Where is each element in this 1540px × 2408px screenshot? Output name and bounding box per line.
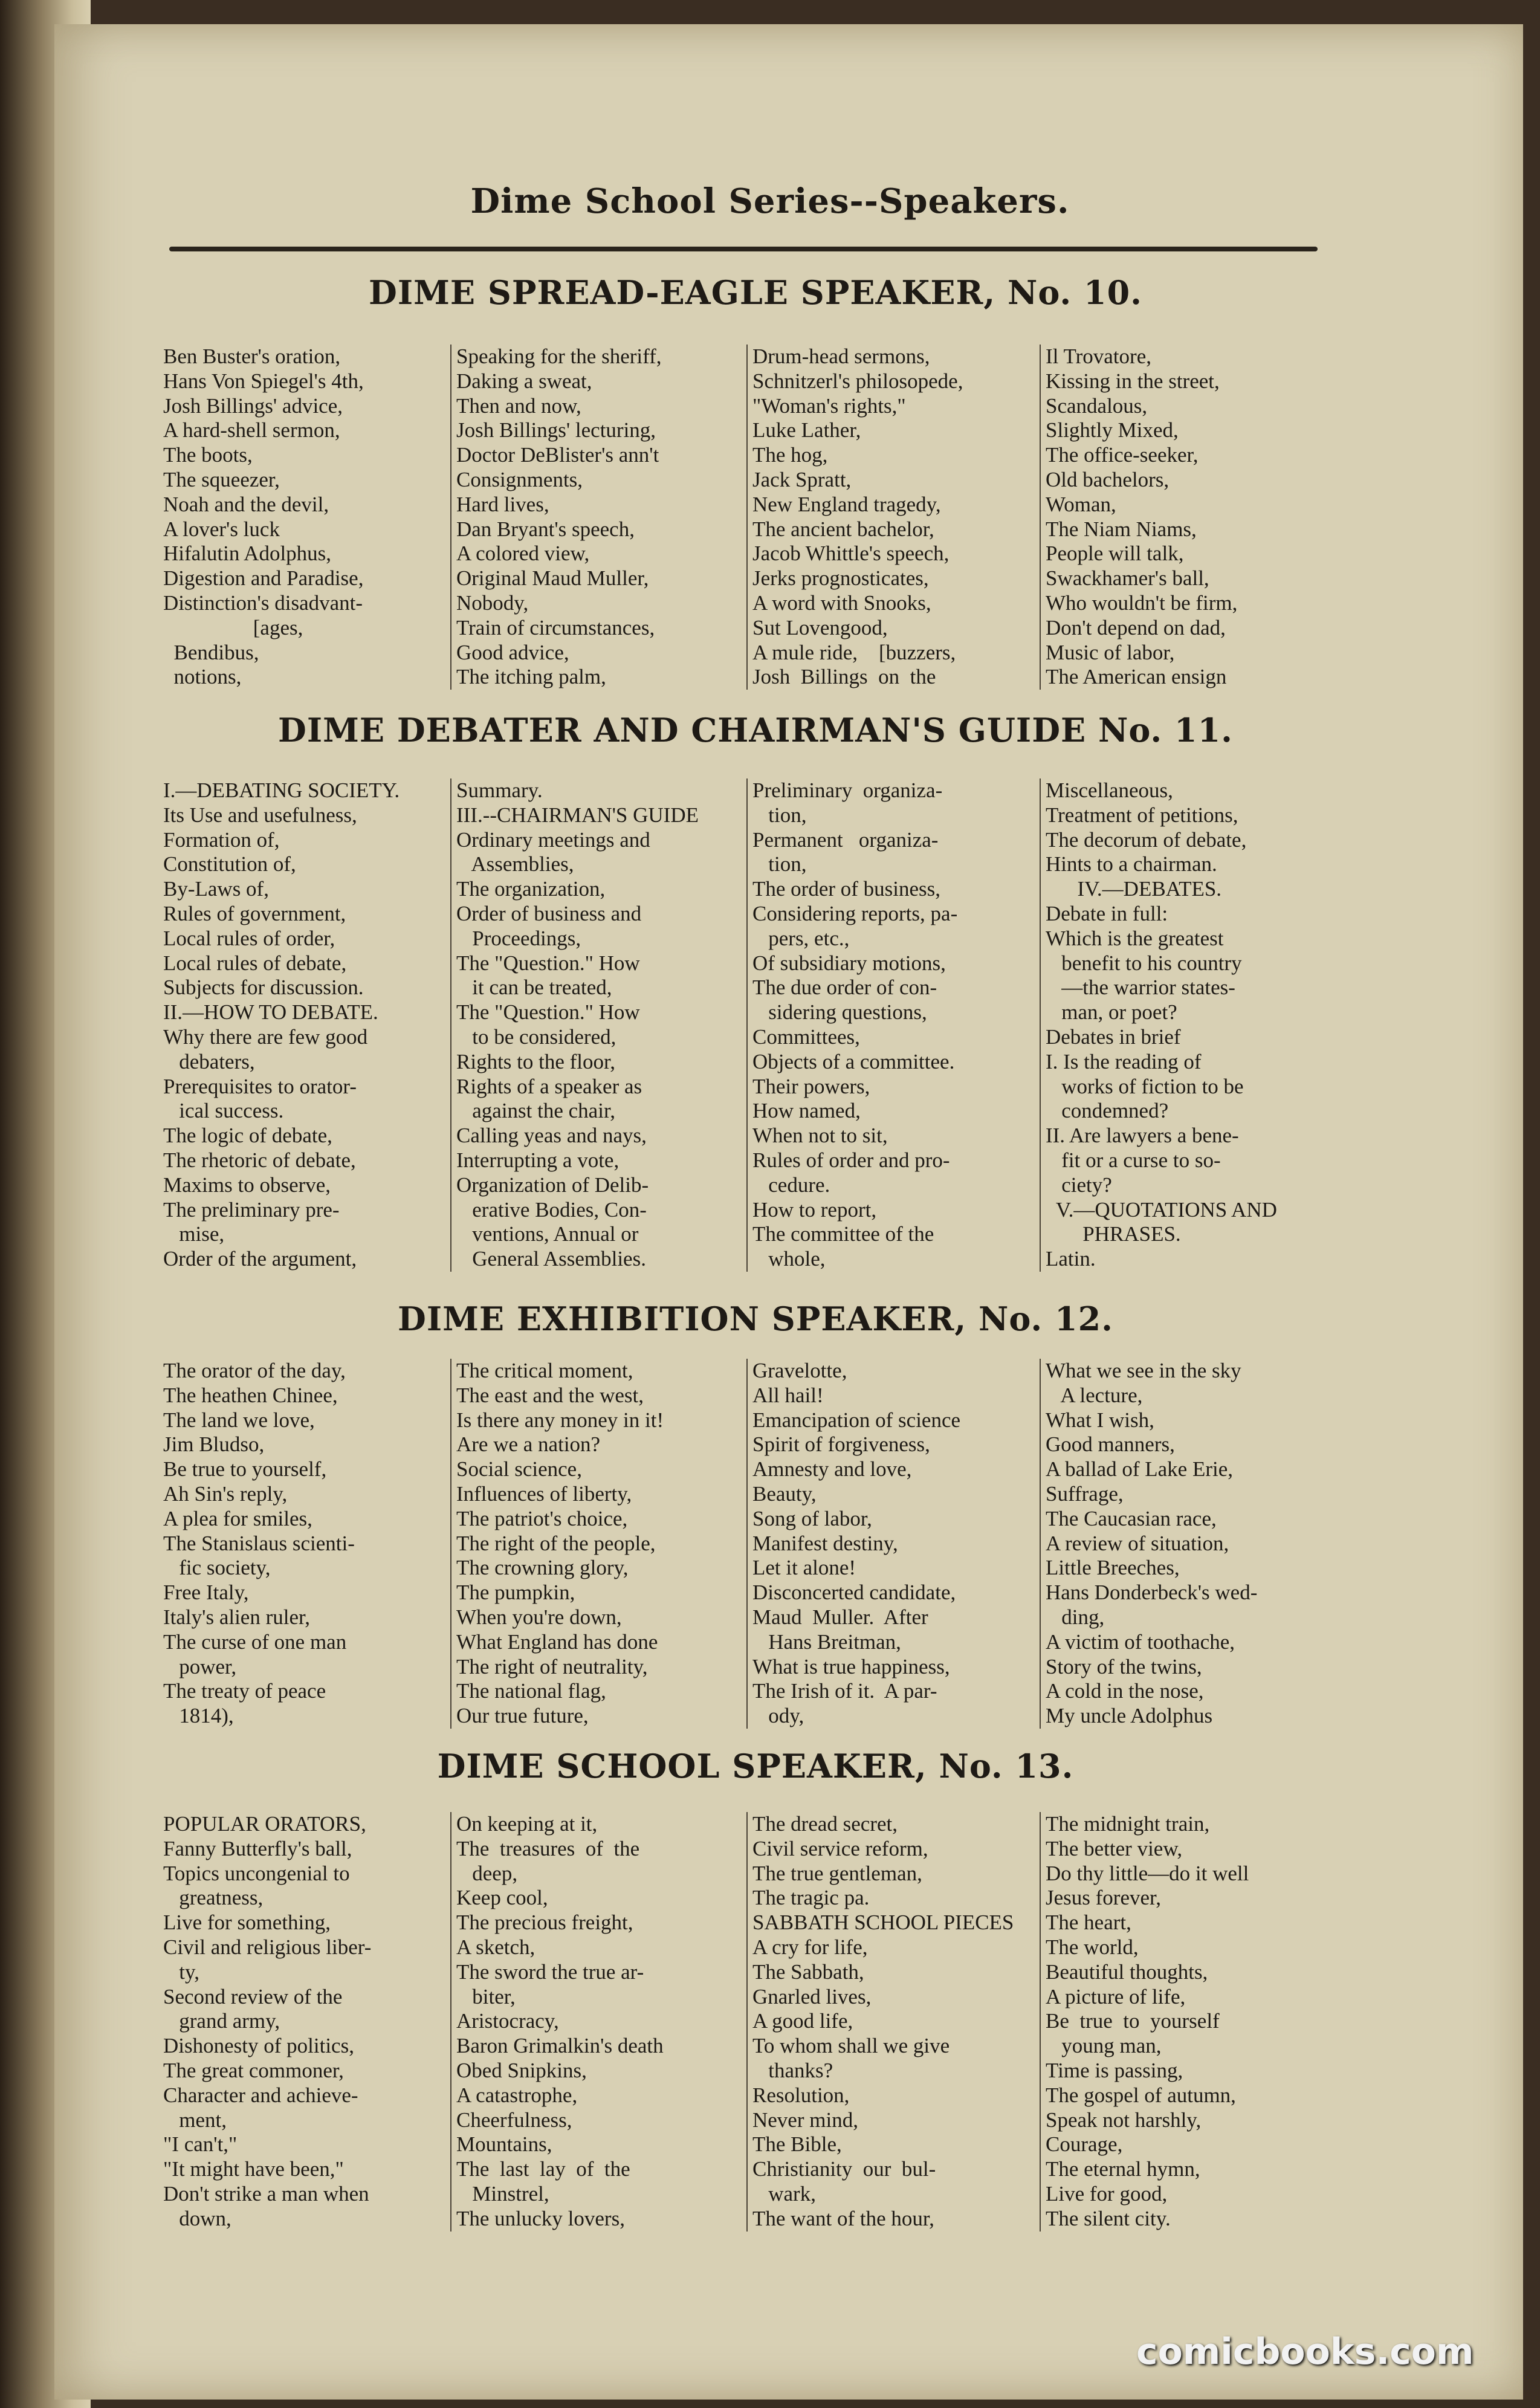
entry-line: Old bachelors,: [1046, 467, 1170, 491]
entry-line: Proceedings,: [456, 926, 581, 950]
entry-line: My uncle Adolphus: [1046, 1704, 1213, 1728]
entry-line: The east and the west,: [456, 1383, 644, 1407]
column-3: [746, 778, 1040, 1272]
entry-line: A mule ride, [buzzers,: [752, 640, 956, 664]
entry-line: Constitution of,: [163, 852, 296, 876]
entry-line: Prerequisites to orator-: [163, 1074, 357, 1098]
entry-line: debaters,: [163, 1049, 255, 1073]
entry-line: Jacob Whittle's speech,: [752, 542, 950, 566]
entry-line: The precious freight,: [456, 1911, 633, 1935]
entry-line: grand army,: [163, 2009, 280, 2033]
entry-line: 1814),: [163, 1704, 234, 1728]
entry-line: Time is passing,: [1046, 2058, 1183, 2082]
entry-line: Noah and the devil,: [163, 492, 329, 516]
entry-line: Resolution,: [752, 2083, 850, 2107]
entry-line: POPULAR ORATORS,: [163, 1812, 366, 1836]
entry-line: Debate in full:: [1046, 901, 1168, 925]
entry-line: The eternal hymn,: [1046, 2157, 1200, 2181]
entry-line: The tragic pa.: [752, 1886, 870, 1910]
entry-line: Influences of liberty,: [456, 1481, 632, 1506]
entry-line: ody,: [752, 1704, 804, 1728]
entry-line: Civil service reform,: [752, 1836, 928, 1860]
entry-line: Train of circumstances,: [456, 615, 655, 639]
entry-line: Keep cool,: [456, 1886, 548, 1910]
entry-line: Jerks prognosticates,: [752, 566, 929, 591]
entry-line: Beautiful thoughts,: [1046, 1960, 1208, 1984]
entry-line: The true gentleman,: [752, 1861, 922, 1885]
entry-line: SABBATH SCHOOL PIECES: [752, 1911, 1014, 1935]
entry-line: Story of the twins,: [1046, 1654, 1202, 1678]
entry-line: Order of the argument,: [163, 1247, 357, 1271]
entry-line: Don't strike a man when: [163, 2181, 369, 2206]
entry-line: A cold in the nose,: [1046, 1679, 1204, 1703]
entry-line: The last lay of the: [456, 2157, 630, 2181]
entry-line: Amnesty and love,: [752, 1457, 912, 1481]
entry-line: Josh Billings' lecturing,: [456, 418, 656, 442]
entry-line: Preliminary organiza-: [752, 778, 943, 802]
entry-line: A good life,: [752, 2009, 853, 2033]
entry-line: ding,: [1046, 1605, 1105, 1629]
entry-line: Slightly Mixed,: [1046, 418, 1179, 442]
entry-line: Daking a sweat,: [456, 369, 592, 393]
entry-line: IV.—DEBATES.: [1046, 877, 1222, 901]
entry-line: The Sabbath,: [752, 1960, 864, 1984]
entry-line: Disconcerted candidate,: [752, 1581, 956, 1605]
entry-line: A cry for life,: [752, 1935, 868, 1959]
entry-line: works of fiction to be: [1046, 1074, 1244, 1098]
entry-line: Speaking for the sheriff,: [456, 345, 662, 368]
column-3: [746, 345, 1040, 690]
entry-line: A ballad of Lake Erie,: [1046, 1457, 1234, 1481]
entry-line: Luke Lather,: [752, 418, 861, 442]
entry-line: Objects of a committee.: [752, 1049, 955, 1073]
entry-line: What I wish,: [1046, 1408, 1154, 1432]
entry-line: A catastrophe,: [456, 2083, 578, 2107]
entry-line: Social science,: [456, 1457, 582, 1481]
entry-line: Order of business and: [456, 901, 642, 925]
entry-line: "It might have been,": [163, 2157, 344, 2181]
entry-line: Josh Billings on the: [752, 665, 936, 689]
entry-line: Debates in brief: [1046, 1024, 1181, 1049]
entry-line: Let it alone!: [752, 1556, 856, 1580]
column-4: [1040, 1359, 1330, 1729]
entry-line: Hans Breitman,: [752, 1630, 901, 1654]
entry-line: The Bible,: [752, 2132, 842, 2157]
entry-line: Song of labor,: [752, 1506, 872, 1530]
entry-line: All hail!: [752, 1383, 824, 1407]
entry-line: ciety?: [1046, 1173, 1112, 1197]
entry-line: The midnight train,: [1046, 1812, 1210, 1836]
entry-line: Bendibus,: [163, 640, 259, 664]
entry-line: The silent city.: [1046, 2206, 1171, 2230]
entry-line: The organization,: [456, 877, 606, 901]
entry-line: The boots,: [163, 443, 253, 467]
entry-line: Jack Spratt,: [752, 467, 852, 491]
entry-line: biter,: [456, 1984, 516, 2008]
entry-line: Which is the greatest: [1046, 926, 1224, 950]
entry-line: cedure.: [752, 1173, 830, 1197]
entry-line: Doctor DeBlister's ann't: [456, 443, 659, 467]
entry-line: whole,: [752, 1247, 826, 1271]
entry-line: Beauty,: [752, 1481, 817, 1506]
entry-line: Never mind,: [752, 2108, 858, 2132]
entry-line: When you're down,: [456, 1605, 622, 1629]
entry-line: Second review of the: [163, 1984, 343, 2008]
entry-line: The Caucasian race,: [1046, 1506, 1217, 1530]
column-2: [450, 1812, 746, 2232]
column-1: [163, 778, 444, 1272]
entry-line: What is true happiness,: [752, 1654, 950, 1678]
entry-line: The due order of con-: [752, 976, 937, 1000]
entry-line: greatness,: [163, 1886, 264, 1910]
section-columns: [163, 1812, 1330, 2230]
section-columns: [163, 1359, 1330, 1728]
entry-line: I.—DEBATING SOCIETY.: [163, 778, 400, 802]
entry-line: fit or a curse to so-: [1046, 1148, 1221, 1172]
entry-line: Josh Billings' advice,: [163, 393, 343, 418]
entry-line: The "Question." How: [456, 1000, 640, 1024]
entry-line: Of subsidiary motions,: [752, 951, 946, 975]
section-columns: [163, 778, 1330, 1271]
entry-line: mise,: [163, 1222, 225, 1246]
entry-line: Who wouldn't be firm,: [1046, 591, 1238, 615]
entry-line: Hard lives,: [456, 492, 549, 516]
entry-line: notions,: [163, 665, 242, 689]
column-3: [746, 1359, 1040, 1729]
entry-line: The treaty of peace: [163, 1679, 326, 1703]
running-head: Dime School Series--Speakers.: [470, 181, 1070, 221]
entry-line: III.--CHAIRMAN'S GUIDE: [456, 803, 699, 827]
entry-line: Speak not harshly,: [1046, 2108, 1202, 2132]
entry-line: sidering questions,: [752, 1000, 927, 1024]
entry-line: Suffrage,: [1046, 1481, 1124, 1506]
entry-line: ventions, Annual or: [456, 1222, 639, 1246]
entry-line: By-Laws of,: [163, 877, 269, 901]
entry-line: Permanent organiza-: [752, 827, 939, 852]
entry-line: Maud Muller. After: [752, 1605, 928, 1629]
entry-line: Live for good,: [1046, 2181, 1168, 2206]
entry-line: A sketch,: [456, 1935, 535, 1959]
entry-line: ty,: [163, 1960, 199, 1984]
entry-line: The right of neutrality,: [456, 1654, 648, 1678]
entry-line: Ah Sin's reply,: [163, 1481, 288, 1506]
entry-line: V.—QUOTATIONS AND: [1046, 1197, 1277, 1222]
entry-line: Fanny Butterfly's ball,: [163, 1836, 352, 1860]
entry-line: New England tragedy,: [752, 492, 941, 516]
entry-line: young man,: [1046, 2034, 1162, 2058]
entry-line: Assemblies,: [456, 852, 574, 876]
entry-line: Il Trovatore,: [1046, 345, 1151, 368]
entry-line: Swackhamer's ball,: [1046, 566, 1209, 591]
entry-line: Hifalutin Adolphus,: [163, 542, 332, 566]
entry-line: Subjects for discussion.: [163, 976, 364, 1000]
entry-line: Minstrel,: [456, 2181, 549, 2206]
entry-line: Cheerfulness,: [456, 2108, 572, 2132]
entry-line: A lecture,: [1046, 1383, 1143, 1407]
entry-line: Rules of order and pro-: [752, 1148, 950, 1172]
entry-line: Nobody,: [456, 591, 529, 615]
column-3: [746, 1812, 1040, 2232]
entry-line: "Woman's rights,": [752, 393, 906, 418]
entry-line: The ancient bachelor,: [752, 517, 934, 541]
entry-line: Our true future,: [456, 1704, 589, 1728]
entry-line: A colored view,: [456, 542, 590, 566]
entry-line: The sword the true ar-: [456, 1960, 644, 1984]
entry-line: Music of labor,: [1046, 640, 1175, 664]
entry-line: The curse of one man: [163, 1630, 347, 1654]
entry-line: The preliminary pre-: [163, 1197, 340, 1222]
entry-line: Miscellaneous,: [1046, 778, 1173, 802]
entry-line: A victim of toothache,: [1046, 1630, 1235, 1654]
entry-line: Digestion and Paradise,: [163, 566, 364, 591]
entry-line: Scandalous,: [1046, 393, 1148, 418]
entry-line: Hans Donderbeck's wed-: [1046, 1581, 1258, 1605]
entry-line: The gospel of autumn,: [1046, 2083, 1236, 2107]
entry-line: Be true to yourself,: [163, 1457, 327, 1481]
entry-line: General Assemblies.: [456, 1247, 646, 1271]
entry-line: Aristocracy,: [456, 2009, 559, 2033]
entry-line: Hans Von Spiegel's 4th,: [163, 369, 364, 393]
entry-line: The Niam Niams,: [1046, 517, 1197, 541]
entry-line: Hints to a chairman.: [1046, 852, 1217, 876]
entry-line: Character and achieve-: [163, 2083, 358, 2107]
entry-line: Latin.: [1046, 1247, 1096, 1271]
entry-line: A review of situation,: [1046, 1531, 1229, 1555]
column-2: [450, 1359, 746, 1729]
entry-line: Italy's alien ruler,: [163, 1605, 311, 1629]
entry-line: Manifest destiny,: [752, 1531, 898, 1555]
entry-line: [ages,: [163, 615, 303, 639]
entry-line: Rights to the floor,: [456, 1049, 616, 1073]
entry-line: thanks?: [752, 2058, 833, 2082]
entry-line: The great commoner,: [163, 2058, 344, 2082]
entry-line: Is there any money in it!: [456, 1408, 664, 1432]
entry-line: Organization of Delib-: [456, 1173, 649, 1197]
entry-line: A hard-shell sermon,: [163, 418, 340, 442]
entry-line: Be true to yourself: [1046, 2009, 1220, 2033]
entry-line: benefit to his country: [1046, 951, 1242, 975]
entry-line: The pumpkin,: [456, 1581, 575, 1605]
entry-line: II.—HOW TO DEBATE.: [163, 1000, 378, 1024]
entry-line: The Irish of it. A par-: [752, 1679, 937, 1703]
entry-line: Rights of a speaker as: [456, 1074, 642, 1098]
entry-line: Then and now,: [456, 393, 581, 418]
entry-line: ment,: [163, 2108, 227, 2132]
section-title: DIME SCHOOL SPEAKER, No. 13.: [437, 1747, 1074, 1785]
entry-line: Gnarled lives,: [752, 1984, 872, 2008]
entry-line: The treasures of the: [456, 1836, 640, 1860]
entry-line: How named,: [752, 1099, 861, 1123]
entry-line: What we see in the sky: [1046, 1359, 1241, 1382]
entry-line: Distinction's disadvant-: [163, 591, 363, 615]
entry-line: The office-seeker,: [1046, 443, 1199, 467]
entry-line: Woman,: [1046, 492, 1116, 516]
entry-line: Why there are few good: [163, 1024, 368, 1049]
entry-line: Good advice,: [456, 640, 569, 664]
entry-line: Mountains,: [456, 2132, 552, 2157]
entry-line: —the warrior states-: [1046, 976, 1235, 1000]
entry-line: Jim Bludso,: [163, 1432, 265, 1457]
entry-line: Spirit of forgiveness,: [752, 1432, 930, 1457]
entry-line: The critical moment,: [456, 1359, 633, 1382]
entry-line: A plea for smiles,: [163, 1506, 312, 1530]
entry-line: What England has done: [456, 1630, 658, 1654]
entry-line: The heart,: [1046, 1911, 1131, 1935]
entry-line: Rules of government,: [163, 901, 346, 925]
entry-line: The orator of the day,: [163, 1359, 346, 1382]
entry-line: Schnitzerl's philosopede,: [752, 369, 963, 393]
entry-line: The itching palm,: [456, 665, 606, 689]
entry-line: I. Is the reading of: [1046, 1049, 1202, 1073]
entry-line: Don't depend on dad,: [1046, 615, 1226, 639]
column-4: [1040, 1812, 1330, 2232]
entry-line: Do thy little—do it well: [1046, 1861, 1249, 1885]
entry-line: Their powers,: [752, 1074, 870, 1098]
entry-line: Dan Bryant's speech,: [456, 517, 635, 541]
entry-line: tion,: [752, 803, 807, 827]
entry-line: Christianity our bul-: [752, 2157, 936, 2181]
entry-line: The land we love,: [163, 1408, 315, 1432]
entry-line: Baron Grimalkin's death: [456, 2034, 664, 2058]
entry-line: Original Maud Muller,: [456, 566, 649, 591]
column-2: [450, 778, 746, 1272]
entry-line: Are we a nation?: [456, 1432, 601, 1457]
entry-line: Topics uncongenial to: [163, 1861, 350, 1885]
entry-line: The crowning glory,: [456, 1556, 629, 1580]
entry-line: The order of business,: [752, 877, 941, 901]
entry-line: The decorum of debate,: [1046, 827, 1247, 852]
entry-line: Sut Lovengood,: [752, 615, 888, 639]
entry-line: Dishonesty of politics,: [163, 2034, 354, 2058]
entry-line: Ben Buster's oration,: [163, 345, 341, 368]
entry-line: pers, etc.,: [752, 926, 850, 950]
entry-line: Drum-head sermons,: [752, 345, 930, 368]
entry-line: The squeezer,: [163, 467, 280, 491]
entry-line: PHRASES.: [1046, 1222, 1181, 1246]
entry-line: Maxims to observe,: [163, 1173, 331, 1197]
section-title: DIME SPREAD-EAGLE SPEAKER, No. 10.: [369, 273, 1142, 312]
entry-line: The world,: [1046, 1935, 1139, 1959]
entry-line: man, or poet?: [1046, 1000, 1177, 1024]
column-4: [1040, 345, 1330, 690]
entry-line: condemned?: [1046, 1099, 1169, 1123]
entry-line: The Stanislaus scienti-: [163, 1531, 355, 1555]
entry-line: Free Italy,: [163, 1581, 249, 1605]
entry-line: A word with Snooks,: [752, 591, 931, 615]
entry-line: to be considered,: [456, 1024, 616, 1049]
entry-line: wark,: [752, 2181, 816, 2206]
section-title: DIME EXHIBITION SPEAKER, No. 12.: [398, 1299, 1113, 1338]
entry-line: Its Use and usefulness,: [163, 803, 357, 827]
entry-line: Local rules of order,: [163, 926, 335, 950]
entry-line: Treatment of petitions,: [1046, 803, 1238, 827]
entry-line: "I can't,": [163, 2132, 238, 2157]
entry-line: The rhetoric of debate,: [163, 1148, 356, 1172]
entry-line: erative Bodies, Con-: [456, 1197, 647, 1222]
section-columns: [163, 345, 1330, 689]
entry-line: The American ensign: [1046, 665, 1227, 689]
column-1: [163, 1812, 444, 2232]
entry-line: Interrupting a vote,: [456, 1148, 620, 1172]
entry-line: power,: [163, 1654, 237, 1678]
entry-line: Jesus forever,: [1046, 1886, 1162, 1910]
entry-line: Live for something,: [163, 1911, 331, 1935]
entry-line: deep,: [456, 1861, 518, 1885]
entry-line: II. Are lawyers a bene-: [1046, 1124, 1239, 1148]
entry-line: Little Breeches,: [1046, 1556, 1180, 1580]
entry-line: The better view,: [1046, 1836, 1183, 1860]
entry-line: Kissing in the street,: [1046, 369, 1220, 393]
entry-line: down,: [163, 2206, 231, 2230]
column-1: [163, 345, 444, 690]
entry-line: The want of the hour,: [752, 2206, 934, 2230]
entry-line: against the chair,: [456, 1099, 615, 1123]
column-1: [163, 1359, 444, 1729]
entry-line: Ordinary meetings and: [456, 827, 650, 852]
entry-line: ical success.: [163, 1099, 284, 1123]
entry-line: To whom shall we give: [752, 2034, 950, 2058]
entry-line: Calling yeas and nays,: [456, 1124, 647, 1148]
entry-line: Summary.: [456, 778, 543, 802]
entry-line: Obed Snipkins,: [456, 2058, 587, 2082]
entry-line: Local rules of debate,: [163, 951, 347, 975]
entry-line: Good manners,: [1046, 1432, 1175, 1457]
entry-line: The patriot's choice,: [456, 1506, 628, 1530]
entry-line: How to report,: [752, 1197, 877, 1222]
entry-line: The committee of the: [752, 1222, 934, 1246]
entry-line: it can be treated,: [456, 976, 612, 1000]
entry-line: Consignments,: [456, 467, 583, 491]
column-2: [450, 345, 746, 690]
column-4: [1040, 778, 1330, 1272]
watermark: comicbooks.com: [1136, 2331, 1474, 2373]
entry-line: Courage,: [1046, 2132, 1123, 2157]
entry-line: The right of the people,: [456, 1531, 656, 1555]
entry-line: The hog,: [752, 443, 828, 467]
entry-line: When not to sit,: [752, 1124, 888, 1148]
entry-line: fic society,: [163, 1556, 271, 1580]
entry-line: Civil and religious liber-: [163, 1935, 372, 1959]
entry-line: The dread secret,: [752, 1812, 898, 1836]
entry-line: The logic of debate,: [163, 1124, 332, 1148]
entry-line: tion,: [752, 852, 807, 876]
entry-line: The "Question." How: [456, 951, 640, 975]
entry-line: A picture of life,: [1046, 1984, 1186, 2008]
entry-line: The heathen Chinee,: [163, 1383, 338, 1407]
entry-line: Emancipation of science: [752, 1408, 961, 1432]
entry-line: Gravelotte,: [752, 1359, 847, 1382]
entry-line: A lover's luck: [163, 517, 280, 541]
entry-line: On keeping at it,: [456, 1812, 598, 1836]
entry-line: Considering reports, pa-: [752, 901, 958, 925]
entry-line: Committees,: [752, 1024, 860, 1049]
entry-line: The unlucky lovers,: [456, 2206, 625, 2230]
section-title: DIME DEBATER AND CHAIRMAN'S GUIDE No. 11.: [278, 711, 1233, 749]
header-rule: [169, 247, 1318, 251]
entry-line: People will talk,: [1046, 542, 1184, 566]
entry-line: The national flag,: [456, 1679, 606, 1703]
entry-line: Formation of,: [163, 827, 280, 852]
